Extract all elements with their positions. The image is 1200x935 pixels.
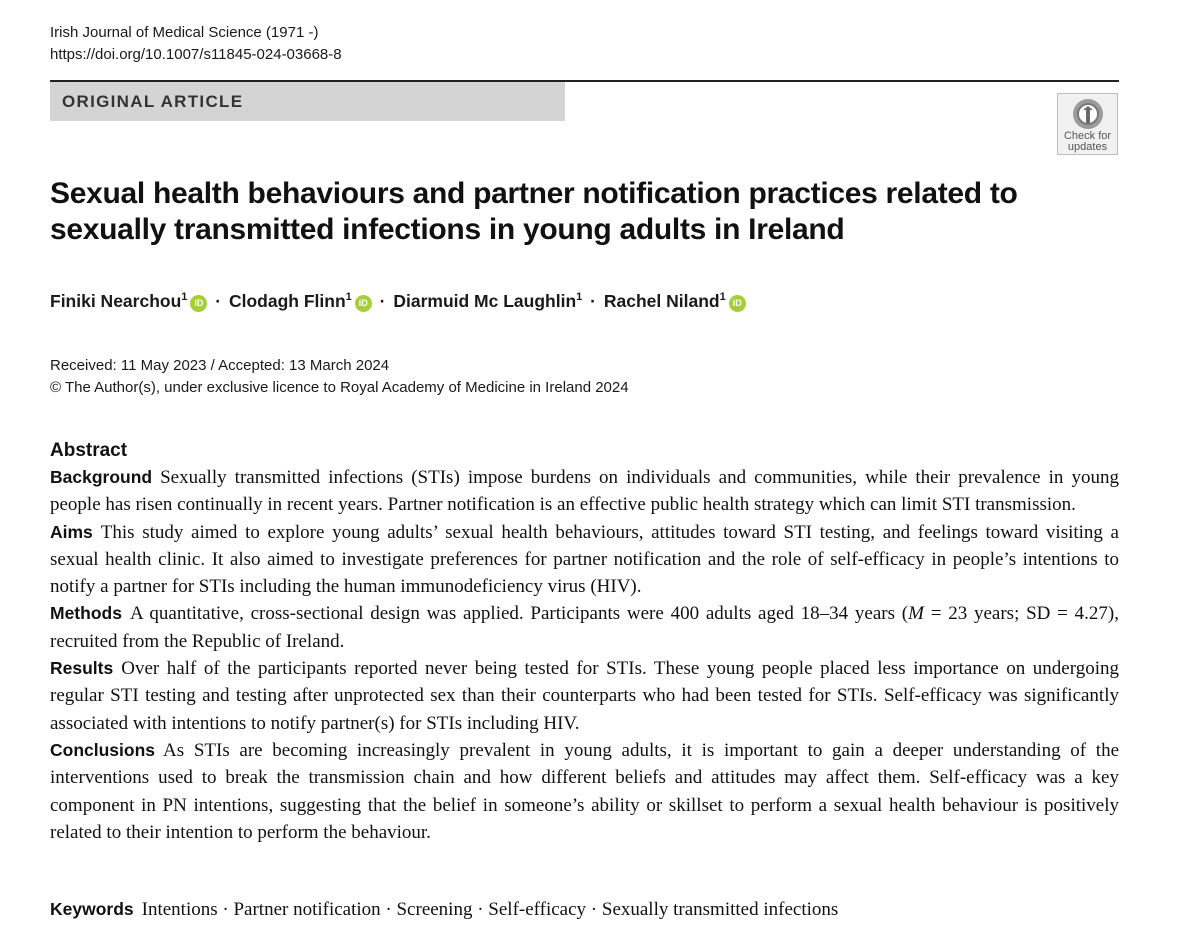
keywords-text: Intentions · Partner notification · Screening · Self-efficacy · Sexually transmitted infections xyxy=(141,899,839,920)
conclusions-text: As STIs are becoming increasingly prevalent in young adults, it is important to gain a deeper understanding of the interventions used to break the transmission chain and how different beliefs and attitudes may affect them. Self-efficacy was a key component in PN intentions, suggesting that the belief in someone’s ability or skillset to perform a sexual health behaviour is positively related to their intention to perform the behaviour. xyxy=(50,739,1119,843)
orcid-icon[interactable]: iD xyxy=(190,295,207,312)
orcid-icon[interactable]: iD xyxy=(355,295,372,312)
doi-link[interactable]: https://doi.org/10.1007/s11845-024-03668-8 xyxy=(50,46,342,63)
aims-label: Aims xyxy=(50,521,93,542)
affiliation-marker: 1 xyxy=(576,291,583,304)
methods-text-end: = 23 years; SD = 4.27), recruited from the Republic of Ireland. xyxy=(50,603,1119,652)
abstract-aims xyxy=(50,519,1119,601)
author-separator: · xyxy=(590,291,596,311)
author-list xyxy=(50,291,746,312)
aims-text: This study aimed to explore young adults’ sexual health behaviours, attitudes toward STI testing, and feelings toward visiting a sexual health clinic. It also aimed to investigate preferences for partner notification and the role of self-efficacy in people’s intentions to notify a partner for STIs including the human immunodeficiency virus (HIV). xyxy=(50,521,1119,598)
affiliation-marker: 1 xyxy=(181,291,188,304)
author-name[interactable]: Rachel Niland xyxy=(603,291,720,311)
background-text: Sexually transmitted infections (STIs) impose burdens on individuals and communities, while their prevalence in young people has risen continually in recent years. Partner notification is an effective public health strategy which can limit STI transmission. xyxy=(50,467,1119,516)
results-label: Results xyxy=(50,658,114,679)
article-type-band: ORIGINAL ARTICLE xyxy=(50,82,565,121)
check-updates-icon xyxy=(1071,97,1105,131)
abstract-methods xyxy=(50,600,1119,655)
journal-name: Irish Journal of Medical Science (1971 -) xyxy=(50,24,319,41)
journal-header xyxy=(50,22,342,66)
author-name[interactable]: Diarmuid Mc Laughlin xyxy=(393,291,577,311)
copyright-line: © The Author(s), under exclusive licence to Royal Academy of Medicine in Ireland 2024 xyxy=(50,379,629,396)
author-separator: · xyxy=(379,291,386,311)
article-title: Sexual health behaviours and partner notification practices related to sexually transmitted infections in young adults in Ireland xyxy=(50,177,1018,246)
check-for-label: Check for xyxy=(1063,130,1112,142)
affiliation-marker: 1 xyxy=(719,291,726,304)
author-name[interactable]: Finiki Nearchou xyxy=(50,291,182,311)
abstract-background xyxy=(50,464,1119,519)
background-label: Background xyxy=(50,467,153,487)
results-text: Over half of the participants reported never being tested for STIs. These young people placed less importance on undergoing regular STI testing and testing after unprotected sex than their counterparts who had been tested for STIs. Self-efficacy was significantly associated with intentions to notify partner(s) for STIs including HIV. xyxy=(50,658,1119,734)
conclusions-label: Conclusions xyxy=(50,739,156,760)
abstract-heading: Abstract xyxy=(50,440,128,461)
abstract-section xyxy=(50,438,1119,846)
keywords-line xyxy=(50,899,838,921)
mean-symbol: M xyxy=(908,603,924,625)
methods-text: A quantitative, cross-sectional design was applied. Participants were 400 adults aged 18–34 years ( xyxy=(129,603,909,625)
author-name[interactable]: Clodagh Flinn xyxy=(228,291,346,311)
orcid-icon[interactable]: iD xyxy=(729,295,746,312)
updates-label: updates xyxy=(1067,141,1108,153)
abstract-conclusions xyxy=(50,737,1119,846)
received-accepted: Received: 11 May 2023 / Accepted: 13 March 2024 xyxy=(50,357,390,374)
methods-label: Methods xyxy=(50,603,122,624)
abstract-results xyxy=(50,655,1119,737)
affiliation-marker: 1 xyxy=(345,291,352,304)
article-dates xyxy=(50,355,629,399)
keywords-label: Keywords xyxy=(50,899,134,919)
author-separator: · xyxy=(215,291,222,311)
check-for-updates-badge[interactable] xyxy=(1057,93,1118,155)
